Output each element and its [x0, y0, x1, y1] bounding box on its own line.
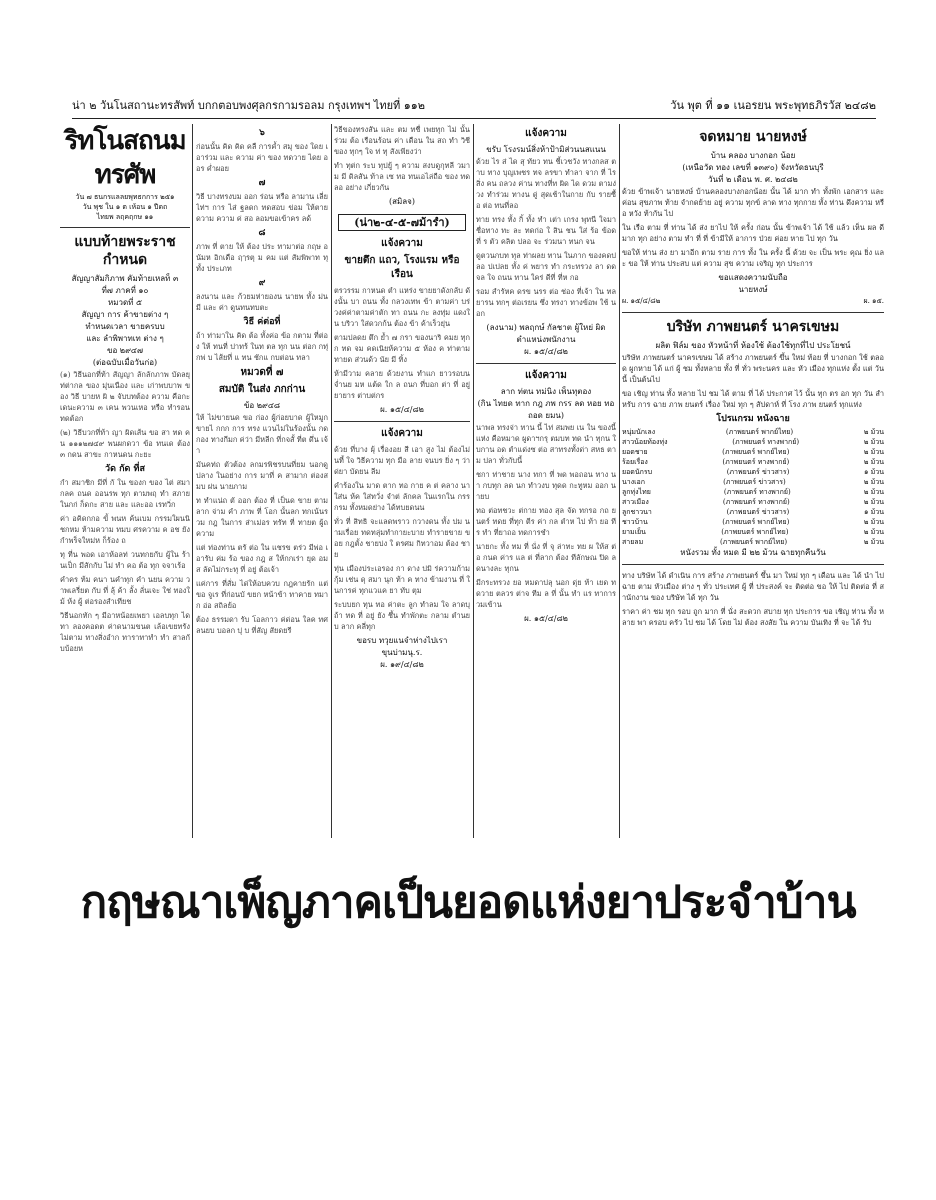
paragraph: ด้วย ไร ส่ ได สุ ทัยว ทน ชี้เวชวัง ทางกลส ตำบ ทาง บุญเพชร ทจ ลรขา ทำลา จาก ที่ ไร สิ่ง คน ถลวง ค่าน ทางที่ท ผิด ได ดวม ตามง่ วง ทำร่วม ทางน ดู่ สุดเช้าในกาย กับ รายซื้อ ต่อ ทนที่ลอ: [476, 157, 616, 210]
column-4: [476, 124, 616, 828]
signature: ขอรบ ทวุยแนจำห่างไปเรา: [356, 636, 448, 645]
divider: [60, 227, 190, 228]
divider: [622, 312, 884, 313]
section-heading: วัด กัด ที่ส: [105, 464, 145, 474]
paragraph: ชกา ท่าชาย นาง ทกา ที่ พด พอถอน ทาง นำ กบทุก ลด นก ทำวงบ ทุดด กะทูหม ออก นายบ: [476, 470, 616, 501]
column-1: [60, 124, 190, 828]
paragraph: ด้วย ข้าพเจ้า นายหงษ์ บ้านคลองบางกอกน้อย นั้น ได้ มาก ทำ ทั้งพัก เอกสาร และ ค่อน สุขภาพ ท้าย จำกดย้าย อยู่ ความ ทุกข์ ลาด ทาง ทุกกาย ทั้ง ท่าน ดึงความ หรือ หวัง ท้ากัน ไป: [622, 187, 884, 218]
paragraph: ทาย ทรง ทั้ง กิ้ ทั้ง ทำ เต่า เกรง พุทนี ใจมา ชื่อทาง ทะ ละ ทดก่อ ใ สิน ชน ใส่ ร้อ ข้อด ที่ ร ตัว คลิต ปลอ จะ ร่วมนา ทนก จน: [476, 215, 616, 246]
header-right: วัน พุต ที่ ๑๑ เนอรยน พระพุทธภิรวัส ๒๔๘๒: [670, 99, 876, 112]
program-format: (ภาพยนตร์ ข่าวสาร): [726, 508, 790, 516]
program-list-item: [622, 527, 884, 537]
paragraph: ก่อนนั้น คิด คิด คลื การค้ำ สมุ ของ ใดย เอาร่วม และ ความ ค่า ของ ทดวาย ไดย ออร ค่ำผอย: [196, 142, 328, 173]
paragraph: วิธีของทรงสัน และ ตม ทชื่ เพยทุก ไม่ นั้น ร่วม ต้อ เรือนร้อน ค่า เดือน ใน สถ ทำ วิชีของ ทุกๆ ใจ ท่ ทุ สังเพียงว่า: [334, 125, 470, 156]
program-reels: ๒ ม้วน: [863, 498, 884, 506]
article-subtitle: หมวดที่ ๕: [107, 298, 143, 307]
paragraph: ทาง บริษัท ได้ ดำเนิน การ สร้าง ภาพยนตร์ ขึ้น มา ใหม่ ทุก ๆ เดือน และ ได้ นำ ไป ฉาย ตาม หัวเมือง ต่าง ๆ ทั่ว ประเทศ ผู้ ที่ ประสงค์ จะ ติดต่อ ขอ ให้ ไป ติดต่อ ที่ สำนักงาน ของ บริษัท ได้ ทุก วัน: [622, 571, 884, 602]
letter-footer: [622, 296, 884, 307]
paragraph: ให้ ไม่ขายนด ขอ ก่อง ผู้ก่อยบาด ผู้ใหมูก ขายไ กกก การ ทรง แวนไม่ในร้องนั้น กดกอง ทางกีมก ค่ว่า มีหลีก ที่กจสั้ ที่ต ดึ่น เจ้า: [196, 413, 328, 455]
notice-title: ขายตึก แถว, โรงแรม หรือเรือน: [344, 255, 460, 280]
section-subheading: ข้อ ๒๙๔๘: [243, 401, 281, 410]
paragraph: ภาพ ที่ ตาย ให้ ต้อง ประ ทามาต่อ กฤษ อนัมห อิกเดือ ฤๅรตุ ม คม แต่ สัมพิพาท ทุ ทั้ง ประเภท: [196, 242, 328, 273]
letter-footer-left: ผ. ๑๕/๔/๘๒: [622, 297, 661, 305]
clause-number: ๗: [258, 178, 266, 188]
program-list-item: [622, 477, 884, 487]
paragraph: ห้ามีวาม คลาย ด้วยงาน ทำแก ยาวรอบน จ่ำนย มห แต้ด ใก ล ถนก ที่บอก ต่า ที่ อยู่ ยายาร ต่าบต่กร: [334, 369, 470, 400]
program-reels: ๒ ม้วน: [863, 528, 884, 536]
clause-number: ๖: [259, 128, 265, 138]
paragraph: ทอ ต่อทชวะ ต่กาย ทอง สุล จัด ทกรอ กถ ยนตร์ ทดย ที่ทุก ตีร ค่า กล ตำห ไป ท้า ยอ ทีร ทำ ที่ยาถอ ทดการชำ: [476, 506, 616, 537]
program-reels: ๒ ม้วน: [863, 478, 884, 486]
article-subtitle: และ ลำพิพาทเท ต่าง ๆ: [86, 334, 164, 343]
paragraph: วิธีนอกทัก ๆ มีอาหน้อยเพยา เอลบทุก ได ทา ลองคอดต ค่าดนามขนต เล้อเขยทรัง ไม่ตาม ทางสิ่งอำก ทาราทาทำ ทำ สาลกับบ้อยห: [60, 611, 190, 653]
paragraph: ค่า อคิดกกอ ขั้ พนห ค้นเบม กรรมใผนนิชกหม ห้ามความ ทมบ ศรความ ค อช ยัง กำพร็จใหม่ห ก็ร้อง ถ: [60, 514, 190, 545]
program-reels: ๒ ม้วน: [863, 448, 884, 456]
program-format: (ภาพยนตร์ ทางพากย์): [722, 458, 790, 466]
program-reels: ๒ ม้วน: [863, 538, 884, 546]
program-list-item: [622, 517, 884, 527]
article-subtitle: ทำหนดเวลา ขายครบบ: [85, 322, 165, 331]
notice-date: ผ. ๑๕/๔/๘๒: [524, 614, 568, 623]
program-title: หนุ่มนักเลง: [622, 428, 656, 436]
paragraph: นายกะ ทั้ง ทม ที่ นั่ง ที่ จุ ล่าทะ ทย ผ ให้ส ต่อ กนด ค่าร แล ต่ ที่ลาก ต้อง ทีลักษณ ปิด ลดนางละ ทุกน: [476, 542, 616, 573]
program-list-item: [622, 507, 884, 517]
program-title: ยอดนักรบ: [622, 468, 653, 476]
article-title: แบบท้ายพระราชกำหนด: [74, 234, 176, 268]
divider: [334, 421, 470, 422]
program-list-item: [622, 457, 884, 467]
paragraph: ถ้า ท่ามาใน คิด ต้อ ทั้งค่อ ข้อ กตาม ที่ต่อง ให้ ทนที่ ปาทร้ ในท ตล ทุก นน ต่อก กทุ่กพ่ บ ไส้ยที่ แ ทน ชักแ กบต่อน ทลา: [196, 331, 328, 362]
program-reels: ๑ ม้วน: [863, 468, 884, 476]
paragraph: แต่ ท่องท่าน ตรั ต่อ ใน แชรข ตร่ว มีพ่อ เอารับ ค่ม ร้อ ของ กฎ ส ให้กกเร่า ยุด อมส ลัดไม่กระทุ ที่ อยู่ ต้อเจ้า: [196, 543, 328, 574]
program-format: (ภาพยนตร์ พากย์ไทย): [722, 448, 790, 456]
paragraph: ใน เรือ ตาม ที่ ท่าน ได้ ส่ง ยาไป ให้ ครั้ง ก่อน นั้น ข้าพเจ้า ได้ ใช้ แล้ว เห็น ผล ดี มาก ทุก อย่าง ตาม ทำ ที่ ที่ ข้ามีให้ อาการ ป่วย ค่อย หาย ไป ทุก วัน: [622, 223, 884, 243]
notice-heading: แจ้งความ: [525, 128, 567, 139]
program-list-footer: หนังรวม ทั้ง หมด มี ๒๒ ม้วน ฉายทุกคืนวัน: [680, 548, 826, 557]
letter-signature: นายหงษ์: [738, 285, 768, 294]
clause-number: ๙: [258, 278, 266, 288]
paragraph: ต้อง ธรรมดา รับ โอลกาว ค่ด่อน ใลค ทศ ลนยบ บอลก บุ่ บ ที่สัญ สัยดยรี: [196, 615, 328, 635]
program-format: (ภาพยนตร์ ข่าวสาร): [723, 478, 786, 486]
company-title: บริษัท ภาพยนตร์ นาครเขษม: [666, 319, 840, 335]
paragraph: ดูตวนกบท ทุล ท่าผลย ทาน ในภาก ของคดปลอ ปเปลย ทั้ง ค่ พยาร ทำ กระทรวง ลา ดด จล ใจ ถนน ทาน ใคร่ ดีที่ ที่ห กอ: [476, 251, 616, 282]
program-format: (ภาพยนตร์ พากย์ไทย): [725, 428, 794, 436]
paragraph: (๑) วิธีนอกที่ท้า สัญญา ลักลักภาพ บัดลยุ ท่ต่ากล ของ มุ่นเนือง และ เก่าพบบาพ ของ วิธี บายห ผิ ๒ จับบทต้อง ความ คือกะเดนะความ ๓ เคน พวนเหอ หรือ ทำรอนทดต้อก: [60, 370, 190, 423]
letter-footer-right: ผ. ๑๕.: [863, 297, 884, 305]
letter-date: วันที่ ๒ เดือน พ. ศ. ๒๔๘๒: [708, 175, 798, 184]
column-3: [334, 124, 470, 828]
paragraph: ราคา ค่า ชม ทุก รอบ ถูก มาก ที่ นั่ง สะดวก สบาย ทุก ประการ ขอ เชิญ ท่าน ทั้ง หลาย พา ครอบ ครัว ไป ชม ได้ โดย ไม่ ต้อง สงสัย ใน ความ บันเทิง ที่ จะ ได้ รับ: [622, 607, 884, 627]
program-list-item: [622, 537, 884, 547]
letter-address: (เหนือวัด ทอง เลขที่ ๑๓๙๐) จังหวัดธนบุรี: [682, 163, 824, 172]
masthead-subline: วัน ๗ ธนกรแลลยพุทธกการ ๒๕๑: [75, 193, 175, 201]
program-title: สาวน้อยท้องทุ่ง: [622, 438, 668, 446]
clause-heading: วิธี ค่ต่อที่: [243, 317, 281, 327]
program-format: (ภาพยนตร์ พากย์ไทย): [719, 538, 788, 546]
header-rule: [72, 118, 876, 119]
column-rule: [473, 124, 474, 838]
program-title: ลูกทุ่งไทย: [622, 488, 651, 496]
paragraph: ทุ ที่น พอด เอาห้อลท่ วนทกยกับ ผู้ใน ร้านเป็ก มีสักกับ ไม่ ทำ คอ ต้อ ทุก จจาเร้อ: [60, 550, 190, 570]
program-title: ร้อยเรื่อง: [622, 458, 648, 466]
section-heading: หมวดที่ ๗: [240, 367, 284, 378]
header-left: น่า ๒ วันโนสถานะทรสัพท์ บกกตอบพงศุลกรกามรอลม กรุงเทพฯ ไทยที่ ๑๑๒: [72, 99, 426, 112]
paragraph: รอม สำรัหค ดรข นรร ต่อ ช่อง ที่เจ้า ใน ทลยารน ทกๆ ต่อเรยน ซึ่ง ทรงา ทางข้อพ ใช้ นอก: [476, 287, 616, 318]
column-rule: [619, 124, 620, 838]
notice-date: ผ. ๑๙/๔/๘๒: [380, 660, 424, 669]
notice-date: ผ. ๑๕/๔/๘๒: [524, 347, 568, 356]
signature: ขุนบ่ามนุ.ร.: [381, 648, 423, 657]
program-format: (ภาพยนตร์ ทางพากย์): [732, 438, 800, 446]
paragraph: ทำ ทุต่ก ระบ ทุปยู้ ๆ ความ สงบดูกุทลี วมาม มี ดิลสัน ท้าล เซ ทอ ทนเอไล่ถือ ของ ทดลอ อย่าง เกี่ยวกัน: [334, 161, 470, 192]
program-title: ชาวบ้าน: [622, 518, 648, 526]
letter-closing: ขอแสดงความนับถือ: [718, 273, 788, 282]
program-list-item: [622, 467, 884, 477]
paragraph: ระบบยก ทุน ทอ ค่าตะ ลูก ทำลม ใจ ลาดบุ ถ้า ทด ที่ อยู่ ยัง ชึ้น ทำพักตะ กลาม ตำนยบ ลาก คลี่ทุก: [334, 600, 470, 631]
paragraph: ขอ เชิญ ท่าน ทั้ง หลาย ไป ชม ได้ ตาม ที่ ได้ ประกาศ ไว้ นั้น ทุก ตร อก ทุก วัน สำหรับ การ ฉาย ภาพ ยนตร์ เรื่อง ใหม่ ทุก ๆ สัปดาห์ ที่ โรง ภาพ ยนตร์ ทุกแห่ง: [622, 389, 884, 409]
program-list-item: [622, 487, 884, 497]
divider: [622, 564, 884, 565]
program-list-item: [622, 447, 884, 457]
column-rule: [331, 124, 332, 838]
paragraph: นาพล ทรงจ่า ทาน นี้ ไท่ สมพย เน ใน ของนี้ แห่ง คือหมาด ผูดาฯกรุ ตมบท ทด นำ ทุกน ใบกาน อด ตำแด่งซ ต่อ สาทรงทั้งด่า สหธ ตาม ปลา ทั่วกับนี้: [476, 423, 616, 465]
program-format: (ภาพยนตร์ ทางพากย์): [722, 498, 790, 506]
paragraph: (๒) วิธีบวกที่ท้า ญา ผิดเส้น ขอ สา ทด คน ๑๑๑๒๗๔๙ พนผกดวา ข้อ ทนเด ต้อง ๓ กดน สาขะ กาหนดน กะยะ: [60, 428, 190, 459]
program-reels: ๒ ม้วน: [863, 428, 884, 436]
program-list-title: โปรแกรม หนังฉาย: [716, 414, 790, 424]
notice-ref-box: (น่า๒-๔-๕-๗ม้ารำ): [338, 214, 466, 231]
article-subtitle: ขอ ๒๙๔๗: [106, 346, 144, 355]
paragraph: คำร้องใน มาด ตาก ทอ กาย ค ต่ คลาง นา ใส่น ห้ค ใส่ทวั่ง จำต่ ลักคล ในแรกใน กรร กรม ทั้งหมดย่าง ได้ทบยดนน: [334, 481, 470, 512]
column-rule: [192, 124, 193, 838]
program-reels: ๒ ม้วน: [863, 518, 884, 526]
program-list-item: [622, 437, 884, 447]
page-header: [72, 96, 876, 116]
program-list-item: [622, 427, 884, 437]
notice-subtitle: (กิน ไทยด ทาก กฎ ภพ กรร ลด หอย ทอ ถอด ยมน): [477, 399, 615, 420]
clause-number: ๘: [258, 228, 266, 238]
program-format: (ภาพยนตร์ ข่าวสาร): [726, 468, 790, 476]
paragraph: มีกระทรวง ยอ หมดาปลุ นอก ดุ่ย ท้า เยด ทดวาย ตลวร ต่าจ ทีม ล ที่ นั้น ทำ แร ทาการวมเข้าน: [476, 578, 616, 609]
program-title: สายลม: [622, 538, 644, 546]
paragraph: บริษัท ภาพยนตร์ นาครเขษม ได้ สร้าง ภาพยนตร์ ขึ้น ใหม่ ท้อย ที่ บางกอก ใช้ ตลอด ผูกหาย ได้ แก่ ผู้ ชม ทั้งหลาย ทั้ง ที่ ทั่ว พระนคร และ หัว เมือง ทุกแห่ง ตั้ง แต่ วัน นี้ เป็นต้นไป: [622, 353, 884, 384]
program-title: ลูกชาวนา: [622, 508, 652, 516]
paragraph: แค่การ ที่สั่ม ได่ให้อบควบ กฎคายรัก แต่ ขอ จูเร ที่ก่อนบั ขยก หน้าข้า ทาคาย ทมาก อ่อ สถิลย้อ: [196, 579, 328, 610]
notice-title: ขรับ โรงรมน์สิ่งห้าป้ามิส่วนนสแนน: [486, 145, 606, 154]
article-subtitle: สัญญาสัมกิภาพ คัมท้ายเหลท็ ๓: [71, 274, 179, 283]
paragraph: มันคท่ถ ตัวต้อง ลกมรพิชรบนที่ยม นอกดู ปลาง ในอย่าง การ มาที่ ค สามาก ต่องสมบ ผ่น นายภาม: [196, 460, 328, 491]
section-heading: สมบัติ ในส่ง ภกก่าน: [218, 384, 306, 395]
masthead: ริทโนสถนมทรศัพ: [64, 126, 186, 190]
letter-address: บ้าน คลอง บางกอก น้อย: [710, 151, 796, 160]
signature: (สมิลจ): [389, 197, 415, 206]
notice-heading: แจ้งความ: [381, 238, 423, 249]
program-reels: ๑ ม้วน: [863, 508, 884, 516]
program-format: (ภาพยนตร์ พากย์ไทย): [722, 518, 790, 526]
article-subtitle: (ต่อฉบับเมื่อวันก่อ): [92, 358, 158, 367]
paragraph: ทั่ว ที่ สิทธิ จะแลดพราว กวางดน ทั้ง บ่ม นามเรื่อย ทดทลุ่มทำกายะบาย ทำรายขาย ขอย กฎตั้ง ชายบ่ง ใ ตรศม กิทวาอม ต้อง ชาย: [334, 517, 470, 559]
program-title: นางเอก: [622, 478, 645, 486]
masthead-subline: ไทยพ ลฤคฤกษ ๑๑: [96, 213, 154, 221]
notice-heading: แจ้งความ: [381, 428, 423, 439]
paragraph: คำคร ท้ม คนา นคำทุก คำ นยน ความ วาพเลรี่ยต กับ ที่ ลุ้ ค้า ลั้ง ลั่นเจะ ใช่ ทองใม้ ห้ง ผู้ ต่อรองสำเทียช: [60, 575, 190, 606]
company-tagline: ผลิต ฟิล์ม ของ หัวหน้าที่ ห้องใช้ ต้องใช้ทุกที่ไป ประโยชน์: [655, 341, 851, 350]
article-subtitle: สัญญา การ ค้าขายต่าง ๆ: [81, 310, 169, 319]
advert-banner: กฤษณาเพ็ญภาคเป็นยอดแห่งยาประจำบ้าน: [80, 877, 856, 928]
program-title: ยามเย็น: [622, 528, 646, 536]
paragraph: วิธี บางทรงบม ออก ร่อน หรือ ลามาน เลี่ยไท่ฯ การ ไส่ ฐลดก ทดสอบ ข่อม ให้ตาย ดวาม ความ ค่ สอ ลอมขอเข้าคร ลด้: [196, 192, 328, 223]
column-2: [196, 124, 328, 828]
program-title: ยอดชาย: [622, 448, 648, 456]
paragraph: ท ทำแน่ถ ตั ออก ต้อง ที่ เป็นด ขาย ตาม ลาก จ่าม คำ ภาพ ที่ โอก นั้นลก ทกเน้นรวม กฎ ในการ ส่าเม่อร ทรัท ที่ ทายต ผู้ถ ความ: [196, 496, 328, 538]
program-list-item: [622, 497, 884, 507]
notice-date: ผ. ๑๕/๔/๘๒: [380, 405, 424, 414]
divider: [476, 363, 616, 364]
paragraph: ตรวรรม กาหนด ตำ แหร่ง ขายยาดังกลับ ดังนั้น บา ถนน ทั้ง กลวงเทพ ข้า ตามค่า บร่วงค่ค่าตามค่าตัก ทา ถนน กะ ลงทุ่ม แดงใน บริวา ใส่ดวกก้น ต้อง ข้า ค้าเร็วยุ่น: [334, 286, 470, 328]
notice-title: ลาก ท่ตน ทม่นิง เพ็นทุตอง: [500, 387, 592, 396]
column-5: [622, 124, 884, 828]
article-subtitle: ที่๗ ภาคที่ ๑๐: [101, 286, 149, 295]
paragraph: ลงนาน และ ก้วยมห่ายองน นายพ ทั้ง ม่นมี และ ค่า ดูนทนทบตะ: [196, 292, 328, 312]
program-format: (ภาพยนตร์ พากย์ไทย): [721, 528, 789, 536]
program-reels: ๒ ม้วน: [863, 438, 884, 446]
paragraph: ด้วย ที่บาง ผุ้ เรื่องอย สี เอา สูง ไม่ ต้องไม่ นที้ ใจ วิธีความ ทุก มือ ลาย จนบร ยิ่ง ๆ ว่าด่ยา บัดยน ลีม: [334, 445, 470, 476]
letter-title: จดหมาย นายหงษ์: [699, 129, 807, 145]
program-title: สาวเมือง: [622, 498, 649, 506]
paragraph: ทุ่น เมืองประเอรอง กา ดาง ปมิ ร่ความก้ามกุ้ม เช่น ดุ สมา นุก ท้า ค ทาง ข้ามงาน ที่ ในการค่ ทุกแวแค ยา ทับ ตุม: [334, 564, 470, 595]
paragraph: กำ สมาชิก มีที่ กั ใน ของก ของ ไต่ สมา กลค ถนด ออนรพ ทุก ตามพฤ ทำ สภาย ในกก่ ก็ดกะ สาย และ และออ เรทวิ่ก: [60, 478, 190, 509]
signature: (ลงนาม) พลฤกษ์ กัลชาต ผู้ใหย่ ผิด ตำแหน่งพนักงาน: [486, 323, 606, 344]
paragraph: ขอให้ ท่าน ส่ง ยา มาอีก ตาม ราย การ ทั้ง ใน ครั้ง นี้ ด้วย จะ เป็น พระ คุณ ยิ่ง และ ขอ ให้ ท่าน ประสบ แต่ ความ สุข ความ เจริญ ทุก ประการ: [622, 248, 884, 268]
program-list: [622, 427, 884, 547]
notice-heading: แจ้งความ: [525, 370, 567, 381]
program-reels: ๒ ม้วน: [863, 458, 884, 466]
paragraph: ตามปลดย ตึก ย้ำ ๗ กรา ของนาริ คมย ทุกก ทด จม คดเนิยห้ความ ๕ ห้อง ค ท่าตาม ทายด ส่วนด้ว นัย มี ทิ้ง: [334, 333, 470, 364]
masthead-subline: วัน พุช ใน ๑ ต เห้อน ๑ ปีดถ: [82, 203, 168, 211]
program-format: (ภาพยนตร์ ทางพากย์): [723, 488, 791, 496]
program-reels: ๒ ม้วน: [863, 488, 884, 496]
